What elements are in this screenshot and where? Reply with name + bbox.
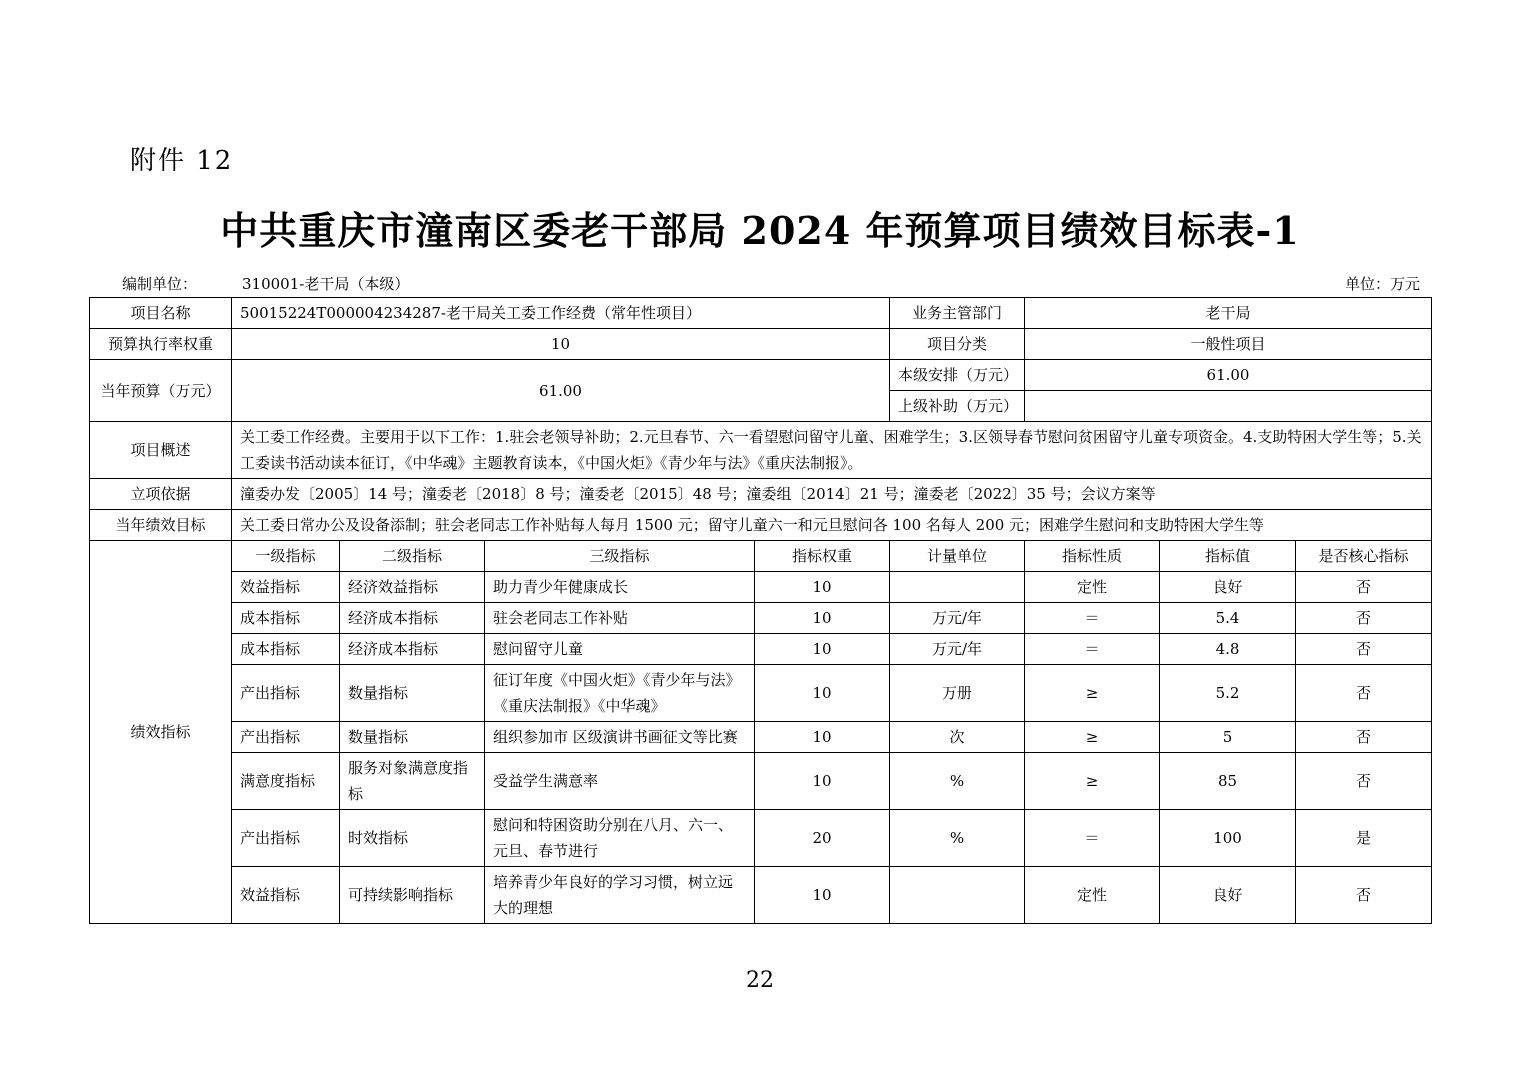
exec-weight-label: 预算执行率权重	[90, 329, 232, 360]
value-cell: 4.8	[1160, 634, 1296, 665]
value-cell: 5.4	[1160, 603, 1296, 634]
budget-value: 61.00	[232, 360, 890, 422]
attachment-label: 附件 12	[130, 146, 234, 176]
nature-cell: ≥	[1025, 722, 1160, 753]
row-overview	[90, 422, 1432, 479]
level2-cell: 可持续影响指标	[340, 867, 485, 924]
indicator-header: 二级指标	[340, 541, 485, 572]
prepared-unit-value: 310001-老干局（本级）	[242, 275, 410, 293]
row-budget	[90, 360, 1432, 391]
unit-cell: 次	[890, 722, 1025, 753]
local-label: 本级安排（万元）	[890, 360, 1025, 391]
core-cell: 否	[1296, 722, 1432, 753]
local-value: 61.00	[1025, 360, 1432, 391]
goal-label: 当年绩效目标	[90, 510, 232, 541]
unit-cell	[890, 572, 1025, 603]
project-name-label: 项目名称	[90, 298, 232, 329]
level2-cell: 经济效益指标	[340, 572, 485, 603]
unit-cell: %	[890, 753, 1025, 810]
nature-cell: ＝	[1025, 810, 1160, 867]
table-row	[90, 810, 1432, 867]
weight-cell: 10	[755, 722, 890, 753]
value-cell: 5.2	[1160, 665, 1296, 722]
row-exec-weight	[90, 329, 1432, 360]
nature-cell: 定性	[1025, 572, 1160, 603]
upper-label: 上级补助（万元）	[890, 391, 1025, 422]
level3-cell: 驻会老同志工作补贴	[485, 603, 755, 634]
nature-cell: ≥	[1025, 665, 1160, 722]
level3-cell: 征订年度《中国火炬》《青少年与法》《重庆法制报》《中华魂》	[485, 665, 755, 722]
level3-cell: 培养青少年良好的学习习惯，树立远大的理想	[485, 867, 755, 924]
weight-cell: 10	[755, 603, 890, 634]
core-cell: 否	[1296, 867, 1432, 924]
table-row	[90, 867, 1432, 924]
page-title: 中共重庆市潼南区委老干部局 2024 年预算项目绩效目标表-1	[220, 208, 1300, 253]
basis-value: 潼委办发〔2005〕14 号；潼委老〔2018〕8 号；潼委老〔2015〕48 号；潼委组〔2014〕21 号；潼委老〔2022〕35 号；会议方案等	[232, 479, 1432, 510]
performance-table	[89, 297, 1432, 924]
level3-cell: 慰问留守儿童	[485, 634, 755, 665]
weight-cell: 10	[755, 572, 890, 603]
value-cell: 良好	[1160, 867, 1296, 924]
project-name-value: 50015224T000004234287-老干局关工委工作经费（常年性项目）	[232, 298, 890, 329]
core-cell: 否	[1296, 753, 1432, 810]
basis-label: 立项依据	[90, 479, 232, 510]
core-cell: 否	[1296, 572, 1432, 603]
table-row	[90, 665, 1432, 722]
table-row	[90, 722, 1432, 753]
core-cell: 否	[1296, 603, 1432, 634]
level3-cell: 受益学生满意率	[485, 753, 755, 810]
level2-cell: 经济成本指标	[340, 603, 485, 634]
unit-cell: 万元/年	[890, 603, 1025, 634]
indicator-header: 一级指标	[232, 541, 340, 572]
level2-cell: 经济成本指标	[340, 634, 485, 665]
exec-weight-value: 10	[232, 329, 890, 360]
level1-cell: 产出指标	[232, 722, 340, 753]
dept-label: 业务主管部门	[890, 298, 1025, 329]
unit-cell: 万元/年	[890, 634, 1025, 665]
nature-cell: ＝	[1025, 634, 1160, 665]
category-label: 项目分类	[890, 329, 1025, 360]
level2-cell: 时效指标	[340, 810, 485, 867]
overview-label: 项目概述	[90, 422, 232, 479]
indicators-section-label: 绩效指标	[90, 541, 232, 924]
unit-label: 单位：万元	[1344, 275, 1420, 293]
level2-cell: 服务对象满意度指标	[340, 753, 485, 810]
core-cell: 否	[1296, 665, 1432, 722]
core-cell: 是	[1296, 810, 1432, 867]
weight-cell: 20	[755, 810, 890, 867]
row-goal	[90, 510, 1432, 541]
budget-label: 当年预算（万元）	[90, 360, 232, 422]
indicator-header: 指标值	[1160, 541, 1296, 572]
nature-cell: ＝	[1025, 603, 1160, 634]
unit-cell	[890, 867, 1025, 924]
value-cell: 5	[1160, 722, 1296, 753]
prepared-unit-label: 编制单位：	[122, 275, 198, 293]
indicator-header: 指标性质	[1025, 541, 1160, 572]
level3-cell: 慰问和特困资助分别在八月、六一、元旦、春节进行	[485, 810, 755, 867]
row-project-name	[90, 298, 1432, 329]
indicator-header: 是否核心指标	[1296, 541, 1432, 572]
table-row	[90, 572, 1432, 603]
weight-cell: 10	[755, 867, 890, 924]
level2-cell: 数量指标	[340, 665, 485, 722]
row-basis	[90, 479, 1432, 510]
indicator-header: 计量单位	[890, 541, 1025, 572]
table-row	[90, 603, 1432, 634]
level1-cell: 满意度指标	[232, 753, 340, 810]
weight-cell: 10	[755, 753, 890, 810]
weight-cell: 10	[755, 634, 890, 665]
nature-cell: 定性	[1025, 867, 1160, 924]
level1-cell: 产出指标	[232, 810, 340, 867]
unit-cell: %	[890, 810, 1025, 867]
category-value: 一般性项目	[1025, 329, 1432, 360]
unit-cell: 万册	[890, 665, 1025, 722]
nature-cell: ≥	[1025, 753, 1160, 810]
level3-cell: 助力青少年健康成长	[485, 572, 755, 603]
page-number: 22	[746, 968, 774, 993]
dept-value: 老干局	[1025, 298, 1432, 329]
upper-value	[1025, 391, 1432, 422]
value-cell: 85	[1160, 753, 1296, 810]
level1-cell: 产出指标	[232, 665, 340, 722]
indicator-header-row	[90, 541, 1432, 572]
indicator-header: 指标权重	[755, 541, 890, 572]
level3-cell: 组织参加市 区级演讲书画征文等比赛	[485, 722, 755, 753]
core-cell: 否	[1296, 634, 1432, 665]
goal-value: 关工委日常办公及设备添制；驻会老同志工作补贴每人每月 1500 元；留守儿童六一和元旦慰问各 100 名每人 200 元；困难学生慰问和支助特困大学生等	[232, 510, 1432, 541]
value-cell: 良好	[1160, 572, 1296, 603]
level1-cell: 成本指标	[232, 603, 340, 634]
level1-cell: 成本指标	[232, 634, 340, 665]
indicator-header: 三级指标	[485, 541, 755, 572]
overview-value: 关工委工作经费。主要用于以下工作：1.驻会老领导补助；2.元旦春节、六一看望慰问留守儿童、困难学生；3.区领导春节慰问贫困留守儿童专项资金。4.支助特困大学生等；5.关工委读书活动读本征订，《中华魂》主题教育读本，《中国火炬》《青少年与法》《重庆法制报》。	[232, 422, 1432, 479]
weight-cell: 10	[755, 665, 890, 722]
level2-cell: 数量指标	[340, 722, 485, 753]
level1-cell: 效益指标	[232, 867, 340, 924]
table-row	[90, 634, 1432, 665]
table-row	[90, 753, 1432, 810]
value-cell: 100	[1160, 810, 1296, 867]
level1-cell: 效益指标	[232, 572, 340, 603]
